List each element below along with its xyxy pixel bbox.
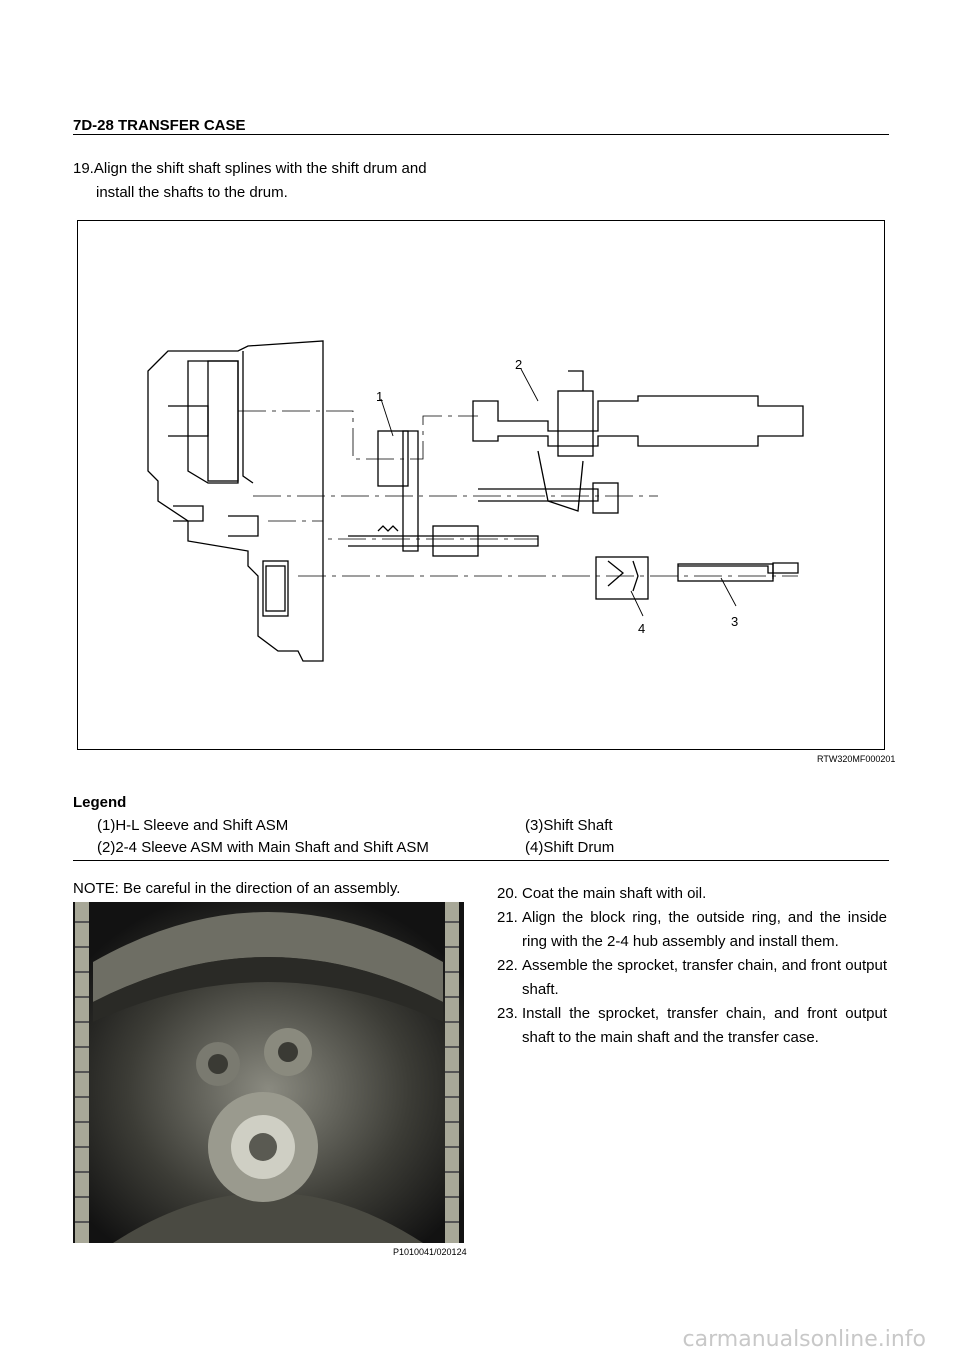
callout-2: 2 bbox=[515, 357, 523, 372]
legend-item-3-label: Shift Shaft bbox=[543, 817, 613, 834]
h-l-sleeve-and-shift bbox=[348, 431, 538, 556]
step-20-text: Coat the main shaft with oil. bbox=[522, 885, 707, 902]
legend-title: Legend bbox=[73, 794, 127, 811]
legend-item-2 bbox=[97, 839, 429, 856]
assembly-photo bbox=[73, 902, 464, 1243]
legend-item-3 bbox=[525, 817, 613, 834]
step-20-number: 20. bbox=[497, 885, 518, 902]
step-22-text: Assemble the sprocket, transfer chain, and front output shaft. bbox=[522, 957, 887, 998]
step-21-text: Align the block ring, the outside ring, and the inside ring with the 2-4 hub assembly and install them. bbox=[522, 909, 887, 950]
legend-item-4-label: Shift Drum bbox=[543, 839, 615, 856]
legend-item-1-num: (1) bbox=[97, 817, 116, 834]
legend-item-3-num: (3) bbox=[525, 817, 544, 834]
legend-item-4-num: (4) bbox=[525, 839, 544, 856]
figure-2-code: P1010041/020124 bbox=[393, 1247, 467, 1257]
callout-3: 3 bbox=[731, 614, 739, 629]
exploded-diagram-figure bbox=[77, 220, 885, 750]
step-22 bbox=[497, 954, 887, 1002]
assembly-steps bbox=[497, 882, 887, 1050]
legend-item-4 bbox=[525, 839, 614, 856]
step-22-number: 22. bbox=[497, 957, 518, 974]
legend-rule bbox=[73, 860, 889, 861]
legend-item-2-num: (2) bbox=[97, 839, 116, 856]
callout-1: 1 bbox=[376, 389, 384, 404]
watermark[interactable]: carmanualsonline.info bbox=[682, 1327, 926, 1352]
transfer-case-housing bbox=[148, 341, 323, 661]
header-rule bbox=[73, 134, 889, 135]
callout-4: 4 bbox=[638, 621, 646, 636]
legend-item-1 bbox=[97, 817, 288, 834]
page-header: 7D-28 TRANSFER CASE bbox=[73, 117, 246, 134]
step-19 bbox=[73, 157, 427, 181]
step-23-number: 23. bbox=[497, 1005, 518, 1022]
step-20 bbox=[497, 882, 887, 906]
step-19-line1: Align the shift shaft splines with the shift drum and bbox=[93, 160, 427, 177]
shift-drum bbox=[596, 557, 648, 599]
assembly-note: NOTE: Be careful in the direction of an assembly. bbox=[73, 880, 401, 897]
figure-1-code: RTW320MF000201 bbox=[817, 754, 896, 764]
step-21 bbox=[497, 906, 887, 954]
main-shaft-assembly bbox=[473, 371, 803, 513]
step-23-text: Install the sprocket, transfer chain, and front output shaft to the main shaft and the transfer case. bbox=[522, 1005, 887, 1046]
gear-photo-illustration bbox=[73, 902, 464, 1243]
step-23 bbox=[497, 1002, 887, 1050]
step-19-number: 19. bbox=[73, 160, 94, 177]
legend-item-2-label: 2-4 Sleeve ASM with Main Shaft and Shift ASM bbox=[115, 839, 429, 856]
legend-item-1-label: H-L Sleeve and Shift ASM bbox=[115, 817, 289, 834]
shift-assembly-diagram bbox=[78, 221, 884, 749]
shift-shaft bbox=[678, 563, 798, 581]
step-19-continuation: install the shafts to the drum. bbox=[96, 184, 288, 201]
step-21-number: 21. bbox=[497, 909, 518, 926]
